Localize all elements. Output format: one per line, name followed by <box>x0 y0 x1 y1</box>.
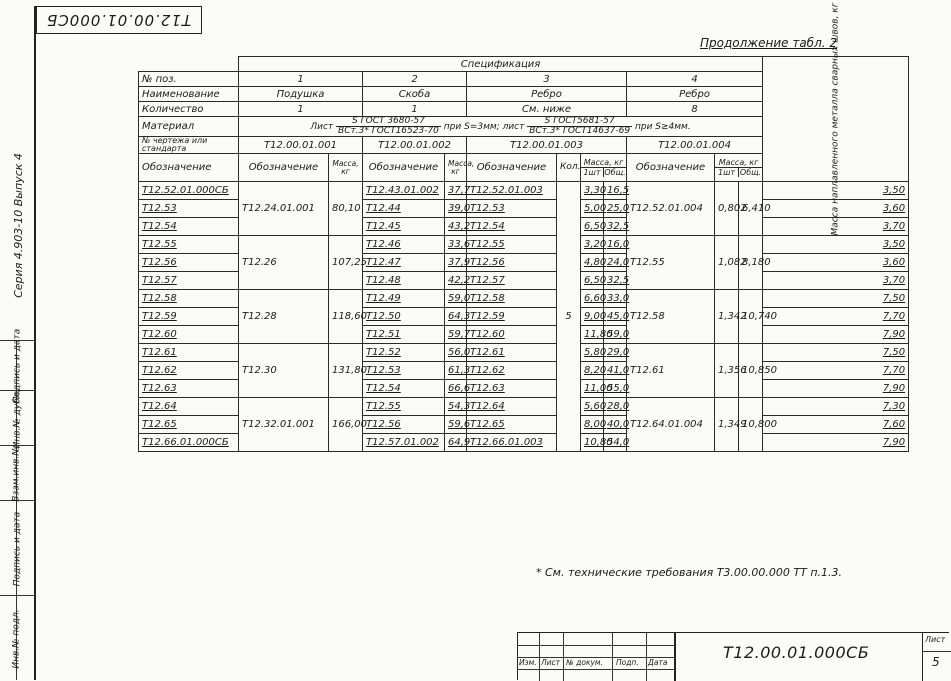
col1-designation: Т12.28 <box>239 290 329 344</box>
col4-mass-total: 10,740 <box>739 290 763 344</box>
row-designation: Т12.62 <box>139 362 239 380</box>
material-label: Материал <box>139 117 239 137</box>
col3-mass-sub <box>581 168 626 177</box>
material-a-num: S ГОСТ 3680-57 <box>336 117 441 127</box>
col3-mass-one: 11,80 <box>581 326 604 344</box>
col3-mass-one: 5,00 <box>581 200 604 218</box>
pos-2: 2 <box>363 72 467 87</box>
strip-cell-sign-date-2 <box>0 328 34 404</box>
strip-cell-vzam <box>0 445 34 501</box>
col2-designation: Т12.54 <box>363 380 445 398</box>
material-a-pre: Лист <box>310 122 334 132</box>
col2-designation: Т12.49 <box>363 290 445 308</box>
col3-designation: Т12.61 <box>467 344 557 362</box>
col2-mass: 64,9 <box>445 434 467 452</box>
col2-designation: Т12.52 <box>363 344 445 362</box>
material-b-post: при S≥4мм. <box>634 122 691 132</box>
pos-1: 1 <box>239 72 363 87</box>
tb-hline <box>518 669 674 670</box>
top-document-stamp <box>36 6 202 34</box>
tb-label-izm: Изм. <box>519 658 537 667</box>
col3-mass-total: 45,0 <box>604 308 627 326</box>
row-designation: Т12.55 <box>139 236 239 254</box>
col4-total-label: Общ. <box>739 168 762 177</box>
col3-designation: Т12.58 <box>467 290 557 308</box>
strip-label: Подпись и дата <box>12 511 22 586</box>
col2-mass-label: Масса, кг <box>445 154 467 182</box>
col3-designation: Т12.65 <box>467 416 557 434</box>
name-3: Ребро <box>467 87 627 102</box>
col3-mass-one: 3,20 <box>581 236 604 254</box>
col2-mass: 61,3 <box>445 362 467 380</box>
qty-3: См. ниже <box>467 102 627 117</box>
col3-designation: Т12.54 <box>467 218 557 236</box>
col3-mass-total: 16,0 <box>604 236 627 254</box>
col4-designation: Т12.52.01.004 <box>627 182 715 236</box>
col2-designation: Т12.53 <box>363 362 445 380</box>
pos-4: 4 <box>627 72 763 87</box>
title-block-revision-grid <box>518 633 674 681</box>
col1-mass: 118,60 <box>329 290 363 344</box>
row-designation: Т12.66.01.000СБ <box>139 434 239 452</box>
col3-designation: Т12.53 <box>467 200 557 218</box>
weld-mass-value: 3,60 <box>763 200 909 218</box>
row-designation: Т12.54 <box>139 218 239 236</box>
col4-designation: Т12.58 <box>627 290 715 344</box>
sheet-divider <box>923 651 951 652</box>
col3-mass-total: 16,5 <box>604 182 627 200</box>
drawing-2: Т12.00.01.002 <box>363 137 467 154</box>
col3-mass-one: 3,30 <box>581 182 604 200</box>
name-4: Ребро <box>627 87 763 102</box>
continuation-caption: Продолжение табл. 2 <box>700 36 838 50</box>
weld-mass-value: 3,50 <box>763 236 909 254</box>
col3-mass-total: 32,5 <box>604 218 627 236</box>
col3-quantity: 5 <box>557 182 581 452</box>
drawing-label: № чертежа или стандарта <box>139 137 239 154</box>
row-designation: Т12.59 <box>139 308 239 326</box>
weld-mass-value: 3,70 <box>763 272 909 290</box>
col3-mass-total: 55,0 <box>604 380 627 398</box>
col3-mass-one: 6,50 <box>581 218 604 236</box>
col3-mass-total: 33,0 <box>604 290 627 308</box>
weld-mass-value: 3,70 <box>763 218 909 236</box>
col1-designation: Т12.26 <box>239 236 329 290</box>
col2-mass: 56,0 <box>445 344 467 362</box>
material-b-pre: лист <box>502 122 525 132</box>
name-2: Скоба <box>363 87 467 102</box>
col2-designation: Т12.45 <box>363 218 445 236</box>
col4-mass-group-title: Масса, кг <box>715 158 762 168</box>
table-row <box>139 398 909 416</box>
col2-mass: 59,0 <box>445 290 467 308</box>
col3-mass-one: 6,50 <box>581 272 604 290</box>
name-1: Подушка <box>239 87 363 102</box>
col4-mass-total: 8,180 <box>739 236 763 290</box>
col4-mass-total: 10,800 <box>739 398 763 452</box>
side-signature-strip <box>0 328 34 680</box>
weld-mass-value: 7,70 <box>763 362 909 380</box>
material-a-fraction <box>336 117 441 136</box>
col3-mass-total: 40,0 <box>604 416 627 434</box>
strip-label: Инв.№ подл. <box>12 608 23 669</box>
col2-designation: Т12.46 <box>363 236 445 254</box>
col3-kol-label: Кол. <box>557 154 581 182</box>
material-spec <box>239 117 763 137</box>
col3-mass-one: 5,80 <box>581 344 604 362</box>
qty-2: 1 <box>363 102 467 117</box>
col2-designation: Т12.43.01.002 <box>363 182 445 200</box>
tb-hline <box>518 645 674 646</box>
col3-designation: Т12.56 <box>467 254 557 272</box>
col2-designation: Т12.47 <box>363 254 445 272</box>
tb-label-date: Дата <box>648 658 668 667</box>
weld-mass-value: 7,30 <box>763 398 909 416</box>
col2-designation: Т12.44 <box>363 200 445 218</box>
material-a-den: ВСт.3* ГОСТ16523-70 <box>338 126 439 136</box>
col3-mass-group <box>581 154 627 182</box>
material-a-post: при S=3мм; <box>443 122 500 132</box>
col3-mass-one: 8,00 <box>581 416 604 434</box>
qty-4: 8 <box>627 102 763 117</box>
col3-designation: Т12.55 <box>467 236 557 254</box>
col3-total-label: Общ. <box>604 168 626 177</box>
col2-designation: Т12.57.01.002 <box>363 434 445 452</box>
col3-mass-total: 25,0 <box>604 200 627 218</box>
col4-mass-one: 1,342 <box>715 290 739 344</box>
pos-3: 3 <box>467 72 627 87</box>
tb-label-doc: № докум. <box>566 658 603 667</box>
name-label: Наименование <box>139 87 239 102</box>
col2-designation: Т12.50 <box>363 308 445 326</box>
col3-mass-one: 8,20 <box>581 362 604 380</box>
col4-mass-one: 1,349 <box>715 398 739 452</box>
side-series-label <box>8 150 28 300</box>
weld-mass-value: 7,50 <box>763 290 909 308</box>
row-designation: Т12.58 <box>139 290 239 308</box>
col1-mass: 166,00 <box>329 398 363 452</box>
col4-designation: Т12.55 <box>627 236 715 290</box>
col3-mass-one: 11,00 <box>581 380 604 398</box>
col3-mass-total: 28,0 <box>604 398 627 416</box>
col2-mass: 39,0 <box>445 200 467 218</box>
weld-mass-value: 7,90 <box>763 434 909 452</box>
col4-one-label: 1шт <box>715 168 739 177</box>
row-designation: Т12.56 <box>139 254 239 272</box>
weld-mass-value: 7,90 <box>763 326 909 344</box>
col1-mass: 80,10 <box>329 182 363 236</box>
weld-mass-value: 7,50 <box>763 344 909 362</box>
col2-designation: Т12.51 <box>363 326 445 344</box>
col2-mass: 66,6 <box>445 380 467 398</box>
weld-mass-value: 3,50 <box>763 182 909 200</box>
col3-designation: Т12.59 <box>467 308 557 326</box>
weld-mass-label: Масса наплавленного металла сварных швов, кг <box>830 2 841 236</box>
col1-mass-label: Масса, кг <box>329 154 363 182</box>
col2-mass: 54,3 <box>445 398 467 416</box>
col3-mass-one: 6,60 <box>581 290 604 308</box>
col2-designation-label: Обозначение <box>363 154 445 182</box>
col4-designation: Т12.64.01.004 <box>627 398 715 452</box>
col2-mass: 37,7 <box>445 182 467 200</box>
row-designation: Т12.63 <box>139 380 239 398</box>
weld-mass-value: 7,90 <box>763 380 909 398</box>
material-b-fraction <box>527 117 632 136</box>
frame-left-border <box>34 6 36 680</box>
col2-mass: 64,3 <box>445 308 467 326</box>
col3-mass-total: 24,0 <box>604 254 627 272</box>
col3-mass-one: 10,80 <box>581 434 604 452</box>
title-block-labels <box>518 658 674 669</box>
spec-body <box>139 182 909 452</box>
strip-cell-inv-podl <box>0 595 34 681</box>
col3-mass-group-title: Масса, кг <box>581 158 626 168</box>
col1-designation: Т12.24.01.001 <box>239 182 329 236</box>
col1-designation-label: Обозначение <box>239 154 329 182</box>
title-block-document-code: Т12.00.01.000СБ <box>723 643 870 662</box>
row-designation: Т12.60 <box>139 326 239 344</box>
material-b-num: S ГОСТ5681-57 <box>527 117 632 127</box>
strip-label: Инв.№ дубл. <box>12 389 22 448</box>
table-row <box>139 182 909 200</box>
drawing-4: Т12.00.01.004 <box>627 137 763 154</box>
row-designation: Т12.61 <box>139 344 239 362</box>
strip-label: Подпись и дата <box>12 328 22 404</box>
col3-mass-total: 41,0 <box>604 362 627 380</box>
row-designation: Т12.64 <box>139 398 239 416</box>
col2-mass: 42,2 <box>445 272 467 290</box>
strip-label: Взам.инв.№ <box>12 445 23 502</box>
col3-designation: Т12.52.01.003 <box>467 182 557 200</box>
weld-mass-value: 7,60 <box>763 416 909 434</box>
col1-mass: 131,80 <box>329 344 363 398</box>
title-block-divider <box>674 633 676 681</box>
top-stamp-code: Т12.00.01.000СБ <box>46 11 192 29</box>
qty-1: 1 <box>239 102 363 117</box>
qty-label: Количество <box>139 102 239 117</box>
col2-designation: Т12.55 <box>363 398 445 416</box>
col3-mass-one: 5,60 <box>581 398 604 416</box>
col4-mass-group <box>715 154 763 182</box>
drawing-3: Т12.00.01.003 <box>467 137 627 154</box>
col3-mass-total: 32,5 <box>604 272 627 290</box>
table-row <box>139 236 909 254</box>
sheet-label: Лист <box>925 635 946 644</box>
table-row <box>139 290 909 308</box>
strip-cell-sign-date-1 <box>0 500 34 596</box>
row-designation: Т12.53 <box>139 200 239 218</box>
material-b-den: ВСт.3* ГОСТ14637-69 <box>529 126 631 136</box>
col2-designation: Т12.48 <box>363 272 445 290</box>
col3-designation: Т12.63 <box>467 380 557 398</box>
tb-label-sign: Подп. <box>616 658 639 667</box>
row-designation: Т12.65 <box>139 416 239 434</box>
col3-mass-total: 54,0 <box>604 434 627 452</box>
col3-designation: Т12.57 <box>467 272 557 290</box>
col3-designation: Т12.60 <box>467 326 557 344</box>
weld-mass-value: 3,60 <box>763 254 909 272</box>
col4-mass-one: 0,802 <box>715 182 739 236</box>
sheet-number-box <box>922 633 950 681</box>
tb-label-list: Лист <box>541 658 561 667</box>
col2-designation: Т12.56 <box>363 416 445 434</box>
footnote: * См. технические требования Т3.00.00.000 ТТ п.1.3. <box>536 566 843 579</box>
col3-designation: Т12.62 <box>467 362 557 380</box>
table-row <box>139 344 909 362</box>
drawing-1: Т12.00.01.001 <box>239 137 363 154</box>
title-block <box>517 632 949 680</box>
col2-mass: 33,6 <box>445 236 467 254</box>
col3-mass-one: 9,00 <box>581 308 604 326</box>
series-text: Серия 4.903-10 Выпуск 4 <box>11 152 25 298</box>
spec-title: Спецификация <box>239 57 763 72</box>
col2-mass: 43,2 <box>445 218 467 236</box>
col3-designation-label: Обозначение <box>467 154 557 182</box>
col3-designation: Т12.66.01.003 <box>467 434 557 452</box>
row-designation: Т12.52.01.000СБ <box>139 182 239 200</box>
sheet-number: 5 <box>932 655 940 669</box>
col2-mass: 59,7 <box>445 326 467 344</box>
col3-mass-total: 29,0 <box>604 344 627 362</box>
col3-one-label: 1шт <box>581 168 604 177</box>
spec-title-row <box>139 57 909 72</box>
col2-mass: 59,6 <box>445 416 467 434</box>
col3-mass-one: 4,80 <box>581 254 604 272</box>
col4-mass-one: 1,356 <box>715 344 739 398</box>
col3-designation: Т12.64 <box>467 398 557 416</box>
designation-label: Обозначение <box>139 154 239 182</box>
row-designation: Т12.57 <box>139 272 239 290</box>
col4-designation: Т12.61 <box>627 344 715 398</box>
col4-mass-sub <box>715 168 762 177</box>
col4-mass-one: 1,082 <box>715 236 739 290</box>
col1-designation: Т12.30 <box>239 344 329 398</box>
weld-mass-value: 7,70 <box>763 308 909 326</box>
col4-designation-label: Обозначение <box>627 154 715 182</box>
col4-mass-total: 6,410 <box>739 182 763 236</box>
col4-mass-total: 10,850 <box>739 344 763 398</box>
col2-mass: 37,9 <box>445 254 467 272</box>
pos-label: № поз. <box>139 72 239 87</box>
col1-mass: 107,25 <box>329 236 363 290</box>
spec-title-pad <box>139 57 239 72</box>
col1-designation: Т12.32.01.001 <box>239 398 329 452</box>
col3-mass-total: 59,0 <box>604 326 627 344</box>
